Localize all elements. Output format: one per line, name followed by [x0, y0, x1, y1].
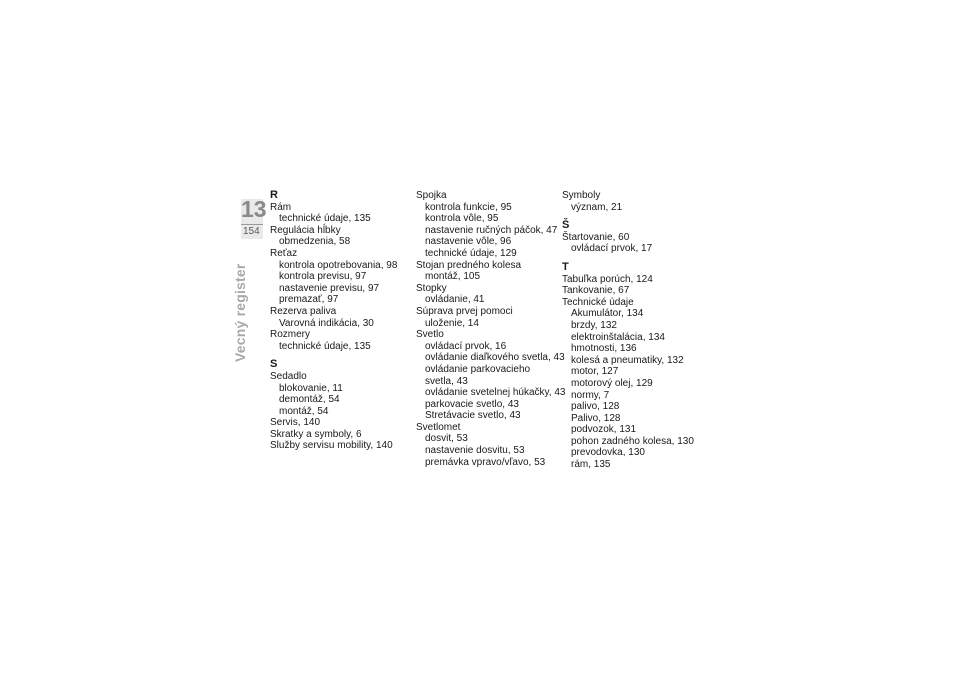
- index-entry: Tabuľka porúch, 124: [562, 273, 653, 285]
- index-subentry: kontrola previsu, 97: [279, 271, 367, 283]
- index-column-2: [416, 190, 565, 468]
- index-entry: Reťaz: [270, 247, 298, 259]
- index-entry: Spojka: [416, 190, 447, 201]
- index-entry: Rozmery: [270, 329, 311, 341]
- index-subentry: kontrola opotrebovania, 98: [279, 259, 398, 271]
- index-subentry: Varovná indikácia, 30: [279, 317, 374, 329]
- index-subentry: blokovanie, 11: [279, 382, 343, 394]
- index-column-3: [562, 190, 694, 471]
- index-entry: Rám: [270, 201, 292, 213]
- index-entry: Technické údaje: [562, 296, 634, 308]
- index-subentry: nastavenie previsu, 97: [279, 282, 380, 294]
- index-entry: Servis, 140: [270, 417, 321, 429]
- index-subentry: Stretávacie svetlo, 43: [425, 410, 521, 422]
- index-subentry: montáž, 54: [279, 405, 329, 417]
- index-entry: Stopky: [416, 282, 447, 294]
- page-number: 154: [243, 226, 260, 237]
- index-entry: Svetlo: [416, 329, 444, 341]
- index-entry: Tankovanie, 67: [562, 285, 630, 297]
- index-subentry: technické údaje, 129: [425, 247, 517, 259]
- index-subentry: význam, 21: [571, 201, 623, 213]
- index-entry: Stojan predného kolesa: [416, 259, 522, 271]
- index-subentry: Akumulátor, 134: [571, 308, 644, 320]
- index-subentry: pohon zadného kolesa, 130: [571, 435, 694, 447]
- index-subentry: motorový olej, 129: [571, 377, 653, 389]
- index-subentry: nastavenie dosvitu, 53: [425, 445, 525, 457]
- index-letter-heading: T: [562, 260, 569, 273]
- index-entry: Symboly: [562, 190, 601, 201]
- index-subentry: obmedzenia, 58: [279, 236, 351, 248]
- index-subentry: technické údaje, 135: [279, 340, 371, 352]
- index-entry: Regulácia hĺbky: [270, 224, 341, 236]
- index-subentry: dosvit, 53: [425, 433, 468, 445]
- index-subentry: montáž, 105: [425, 271, 481, 283]
- index-subentry: svetla, 43: [425, 375, 468, 387]
- index-subentry: premazať, 97: [279, 294, 339, 306]
- index-subentry: nastavenie ručných páčok, 47: [425, 224, 558, 236]
- index-subentry: palivo, 128: [571, 401, 620, 413]
- index-entry: Skratky a symboly, 6: [270, 428, 362, 440]
- index-subentry: technické údaje, 135: [279, 213, 371, 225]
- index-entry: Súprava prvej pomoci: [416, 305, 513, 317]
- index-subentry: uloženie, 14: [425, 317, 479, 329]
- index-subentry: motor, 127: [571, 366, 619, 378]
- index-subentry: kolesá a pneumatiky, 132: [571, 354, 684, 366]
- index-entry: Štartovanie, 60: [562, 231, 630, 243]
- chapter-title: Vecný register: [232, 263, 248, 362]
- index-entry: Svetlomet: [416, 421, 461, 433]
- index-entry: Sedadlo: [270, 370, 307, 382]
- index-subentry: ovládanie svetelnej húkačky, 43: [425, 387, 566, 399]
- index-subentry: parkovacie svetlo, 43: [425, 398, 519, 410]
- index-subentry: hmotnosti, 136: [571, 343, 637, 355]
- index-subentry: demontáž, 54: [279, 394, 340, 406]
- index-letter-heading: R: [270, 189, 278, 201]
- index-subentry: prevodovka, 130: [571, 447, 645, 459]
- index-subentry: ovládací prvok, 16: [425, 340, 507, 352]
- index-entry: Služby servisu mobility, 140: [270, 440, 393, 452]
- index-subentry: ovládanie diaľkového svetla, 43: [425, 352, 565, 364]
- index-subentry: podvozok, 131: [571, 424, 637, 436]
- index-subentry: kontrola funkcie, 95: [425, 201, 512, 213]
- index-subentry: Palivo, 128: [571, 412, 621, 424]
- index-subentry: ovládací prvok, 17: [571, 243, 653, 255]
- index-subentry: elektroinštalácia, 134: [571, 331, 665, 343]
- index-subentry: nastavenie vôle, 96: [425, 236, 512, 248]
- chapter-number: 13: [241, 196, 267, 222]
- index-letter-heading: S: [270, 358, 278, 371]
- index-subentry: ovládanie, 41: [425, 294, 485, 306]
- index-entry: Rezerva paliva: [270, 305, 337, 317]
- index-subentry: ovládanie parkovacieho: [425, 363, 531, 375]
- index-column-1: [270, 190, 397, 452]
- index-letter-heading: Š: [562, 219, 570, 232]
- index-subentry: kontrola vôle, 95: [425, 213, 499, 225]
- index-subentry: rám, 135: [571, 459, 611, 471]
- index-subentry: normy, 7: [571, 389, 610, 401]
- index-subentry: premávka vpravo/vľavo, 53: [425, 456, 546, 468]
- index-subentry: brzdy, 132: [571, 319, 617, 331]
